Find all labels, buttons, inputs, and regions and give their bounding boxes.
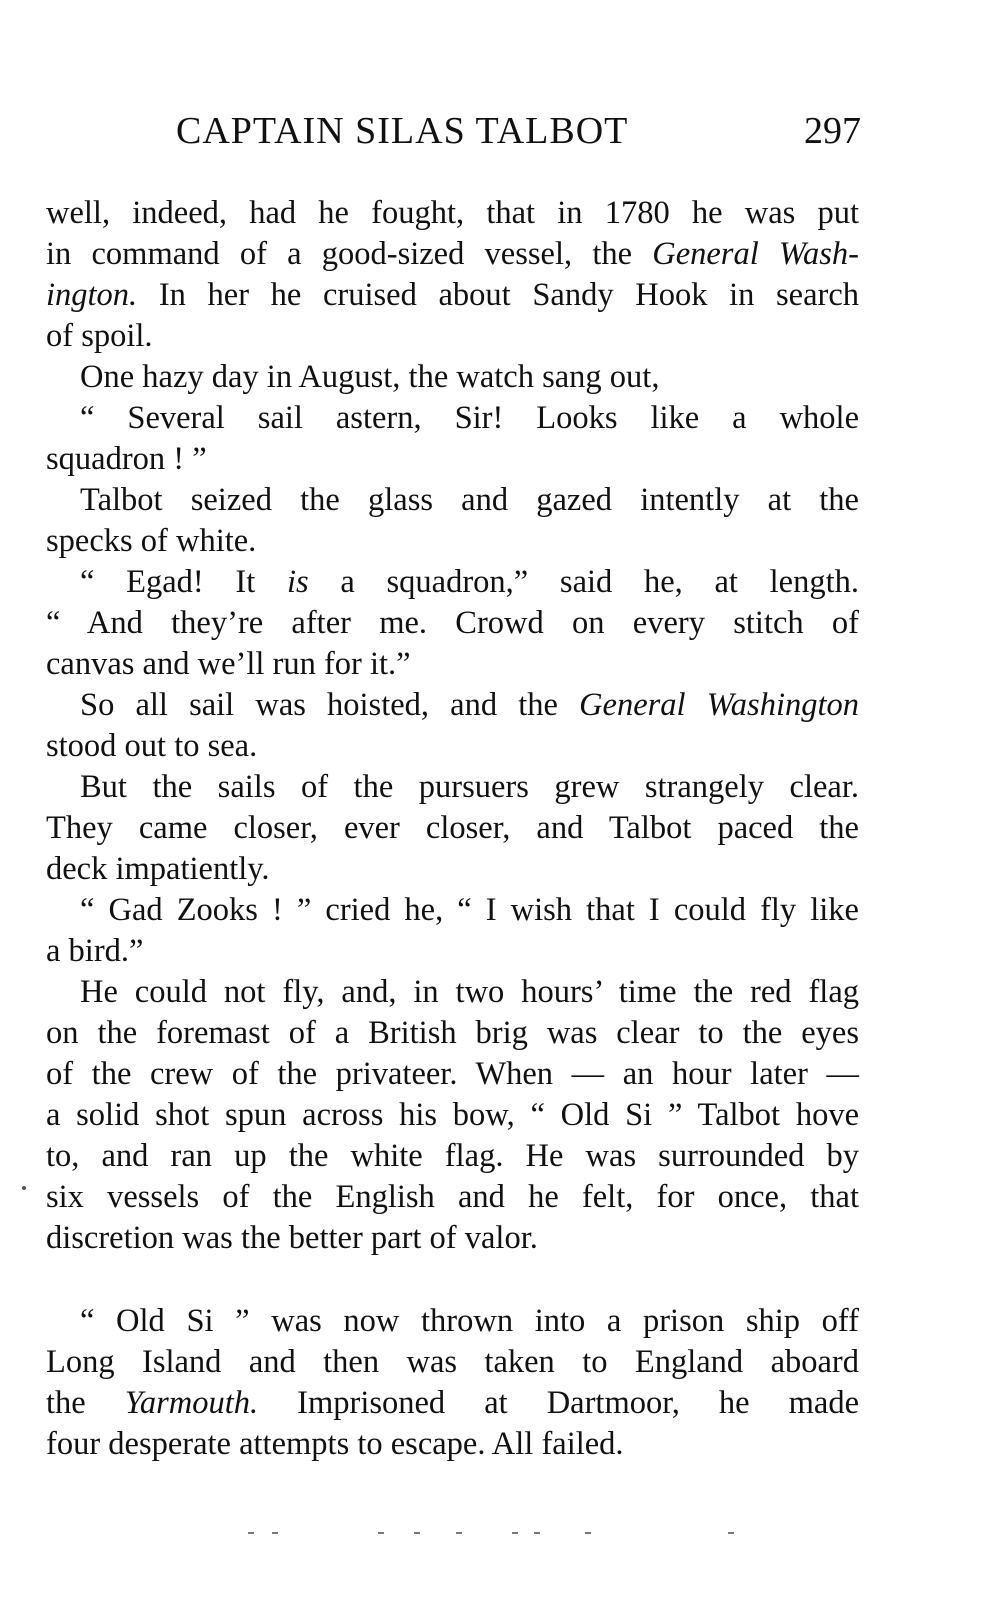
text-line: specks of white.: [46, 523, 257, 559]
text-line: six vessels of the English and he felt, for once, that: [46, 1179, 859, 1215]
text-line: [46, 274, 859, 316]
text-run: the: [46, 1385, 125, 1421]
scan-speck: [728, 1532, 734, 1534]
paragraph-first-line: “ Old Si ” was now thrown into a prison ship off: [80, 1303, 859, 1339]
scan-speck: [534, 1532, 540, 1534]
text-line: on the foremast of a British brig was clear to the eyes: [46, 1015, 859, 1051]
paragraph-first-line: One hazy day in August, the watch sang out,: [80, 359, 660, 395]
ship-name: Yarmouth.: [124, 1385, 259, 1421]
ship-name: General Washington: [579, 687, 860, 723]
margin-speck: [22, 1186, 26, 1190]
scan-speck: [512, 1532, 518, 1534]
scan-speck: [272, 1532, 278, 1534]
text-run: In her he cruised about Sandy Hook in search: [137, 277, 859, 313]
text-line: [46, 233, 859, 275]
scan-specks: [0, 1532, 1000, 1542]
text-line: four desperate attempts to escape. All failed.: [46, 1426, 624, 1462]
text-line: of spoil.: [46, 318, 153, 354]
scan-speck: [456, 1532, 462, 1534]
scan-speck: [414, 1532, 420, 1534]
text-run: Imprisoned at Dartmoor, he made: [258, 1385, 859, 1421]
ship-name: ington.: [46, 277, 138, 313]
text-line: to, and ran up the white flag. He was surrounded by: [46, 1138, 859, 1174]
text-run: “ Egad! It: [80, 564, 287, 600]
text-run: So all sail was hoisted, and the: [80, 687, 580, 723]
text-line: well, indeed, had he fought, that in 1780 he was put: [46, 195, 859, 231]
scan-speck: [378, 1532, 384, 1534]
paragraph-first-line: Talbot seized the glass and gazed intently at the: [80, 482, 859, 518]
text-line: a bird.”: [46, 933, 144, 969]
text-line: of the crew of the privateer. When — an hour later —: [46, 1056, 859, 1092]
page-number: 297: [804, 110, 861, 152]
emphasis: is: [287, 564, 309, 600]
text-line: canvas and we’ll run for it.”: [46, 646, 411, 682]
text-line: [46, 1382, 859, 1424]
ship-name: General Wash-: [652, 236, 859, 272]
text-line: deck impatiently.: [46, 851, 270, 887]
text-line: stood out to sea.: [46, 728, 258, 764]
paragraph-first-line: But the sails of the pursuers grew strangely clear.: [80, 769, 859, 805]
scan-speck: [248, 1532, 254, 1534]
paragraph-first-line: He could not fly, and, in two hours’ time the red flag: [80, 974, 859, 1010]
paragraph-first-line: [80, 684, 859, 726]
text-run: a squadron,” said he, at length.: [308, 564, 859, 600]
text-run: in command of a good-sized vessel, the: [46, 236, 653, 272]
paragraph-first-line: “ Several sail astern, Sir! Looks like a whole: [80, 400, 859, 436]
text-line: a solid shot spun across his bow, “ Old Si ” Talbot hove: [46, 1097, 859, 1133]
scan-speck: [585, 1532, 591, 1534]
running-head-title: CAPTAIN SILAS TALBOT: [176, 110, 629, 152]
text-line: Long Island and then was taken to England aboard: [46, 1344, 859, 1380]
text-line: They came closer, ever closer, and Talbot paced the: [46, 810, 859, 846]
paragraph-first-line: “ Gad Zooks ! ” cried he, “ I wish that I could fly like: [80, 892, 859, 928]
paragraph-first-line: [80, 561, 859, 603]
text-line: squadron ! ”: [46, 441, 207, 477]
text-line: “ And they’re after me. Crowd on every stitch of: [46, 605, 859, 641]
text-line: discretion was the better part of valor.: [46, 1220, 538, 1256]
